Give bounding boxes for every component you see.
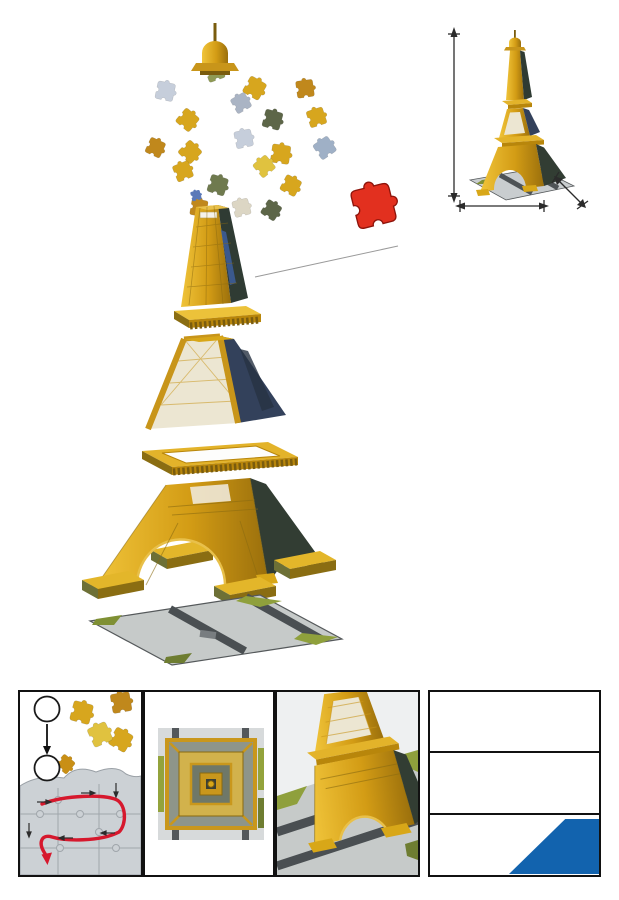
top-view-photo-panel (143, 690, 275, 877)
base-pedestal (82, 571, 144, 599)
red-puzzle-piece-icon (349, 176, 402, 229)
pieces-row (430, 692, 599, 753)
width-arrow-icon (460, 200, 544, 212)
tower-middle-section (148, 336, 286, 429)
scattered-puzzle-pieces (144, 58, 339, 223)
age-row (430, 753, 599, 815)
info-box (428, 690, 601, 877)
tower-spire (191, 23, 239, 75)
tower-platform-1 (174, 306, 261, 328)
top-view-photo (158, 728, 264, 840)
size-diagram (430, 20, 615, 232)
callout-line (255, 246, 398, 277)
detail-photo (277, 692, 418, 875)
ground-plate (90, 595, 342, 665)
tower-platform-2 (142, 442, 298, 475)
ravensburger-corner-badge (507, 819, 599, 874)
exclamation-icon (35, 756, 60, 781)
level-row (430, 815, 599, 874)
height-arrow-icon (448, 34, 460, 196)
mini-tower (470, 30, 574, 200)
assembly-instructions-panel (18, 690, 143, 877)
exploded-tower-illustration (50, 15, 425, 690)
question-icon (35, 697, 60, 722)
detail-photo-panel (275, 690, 420, 877)
